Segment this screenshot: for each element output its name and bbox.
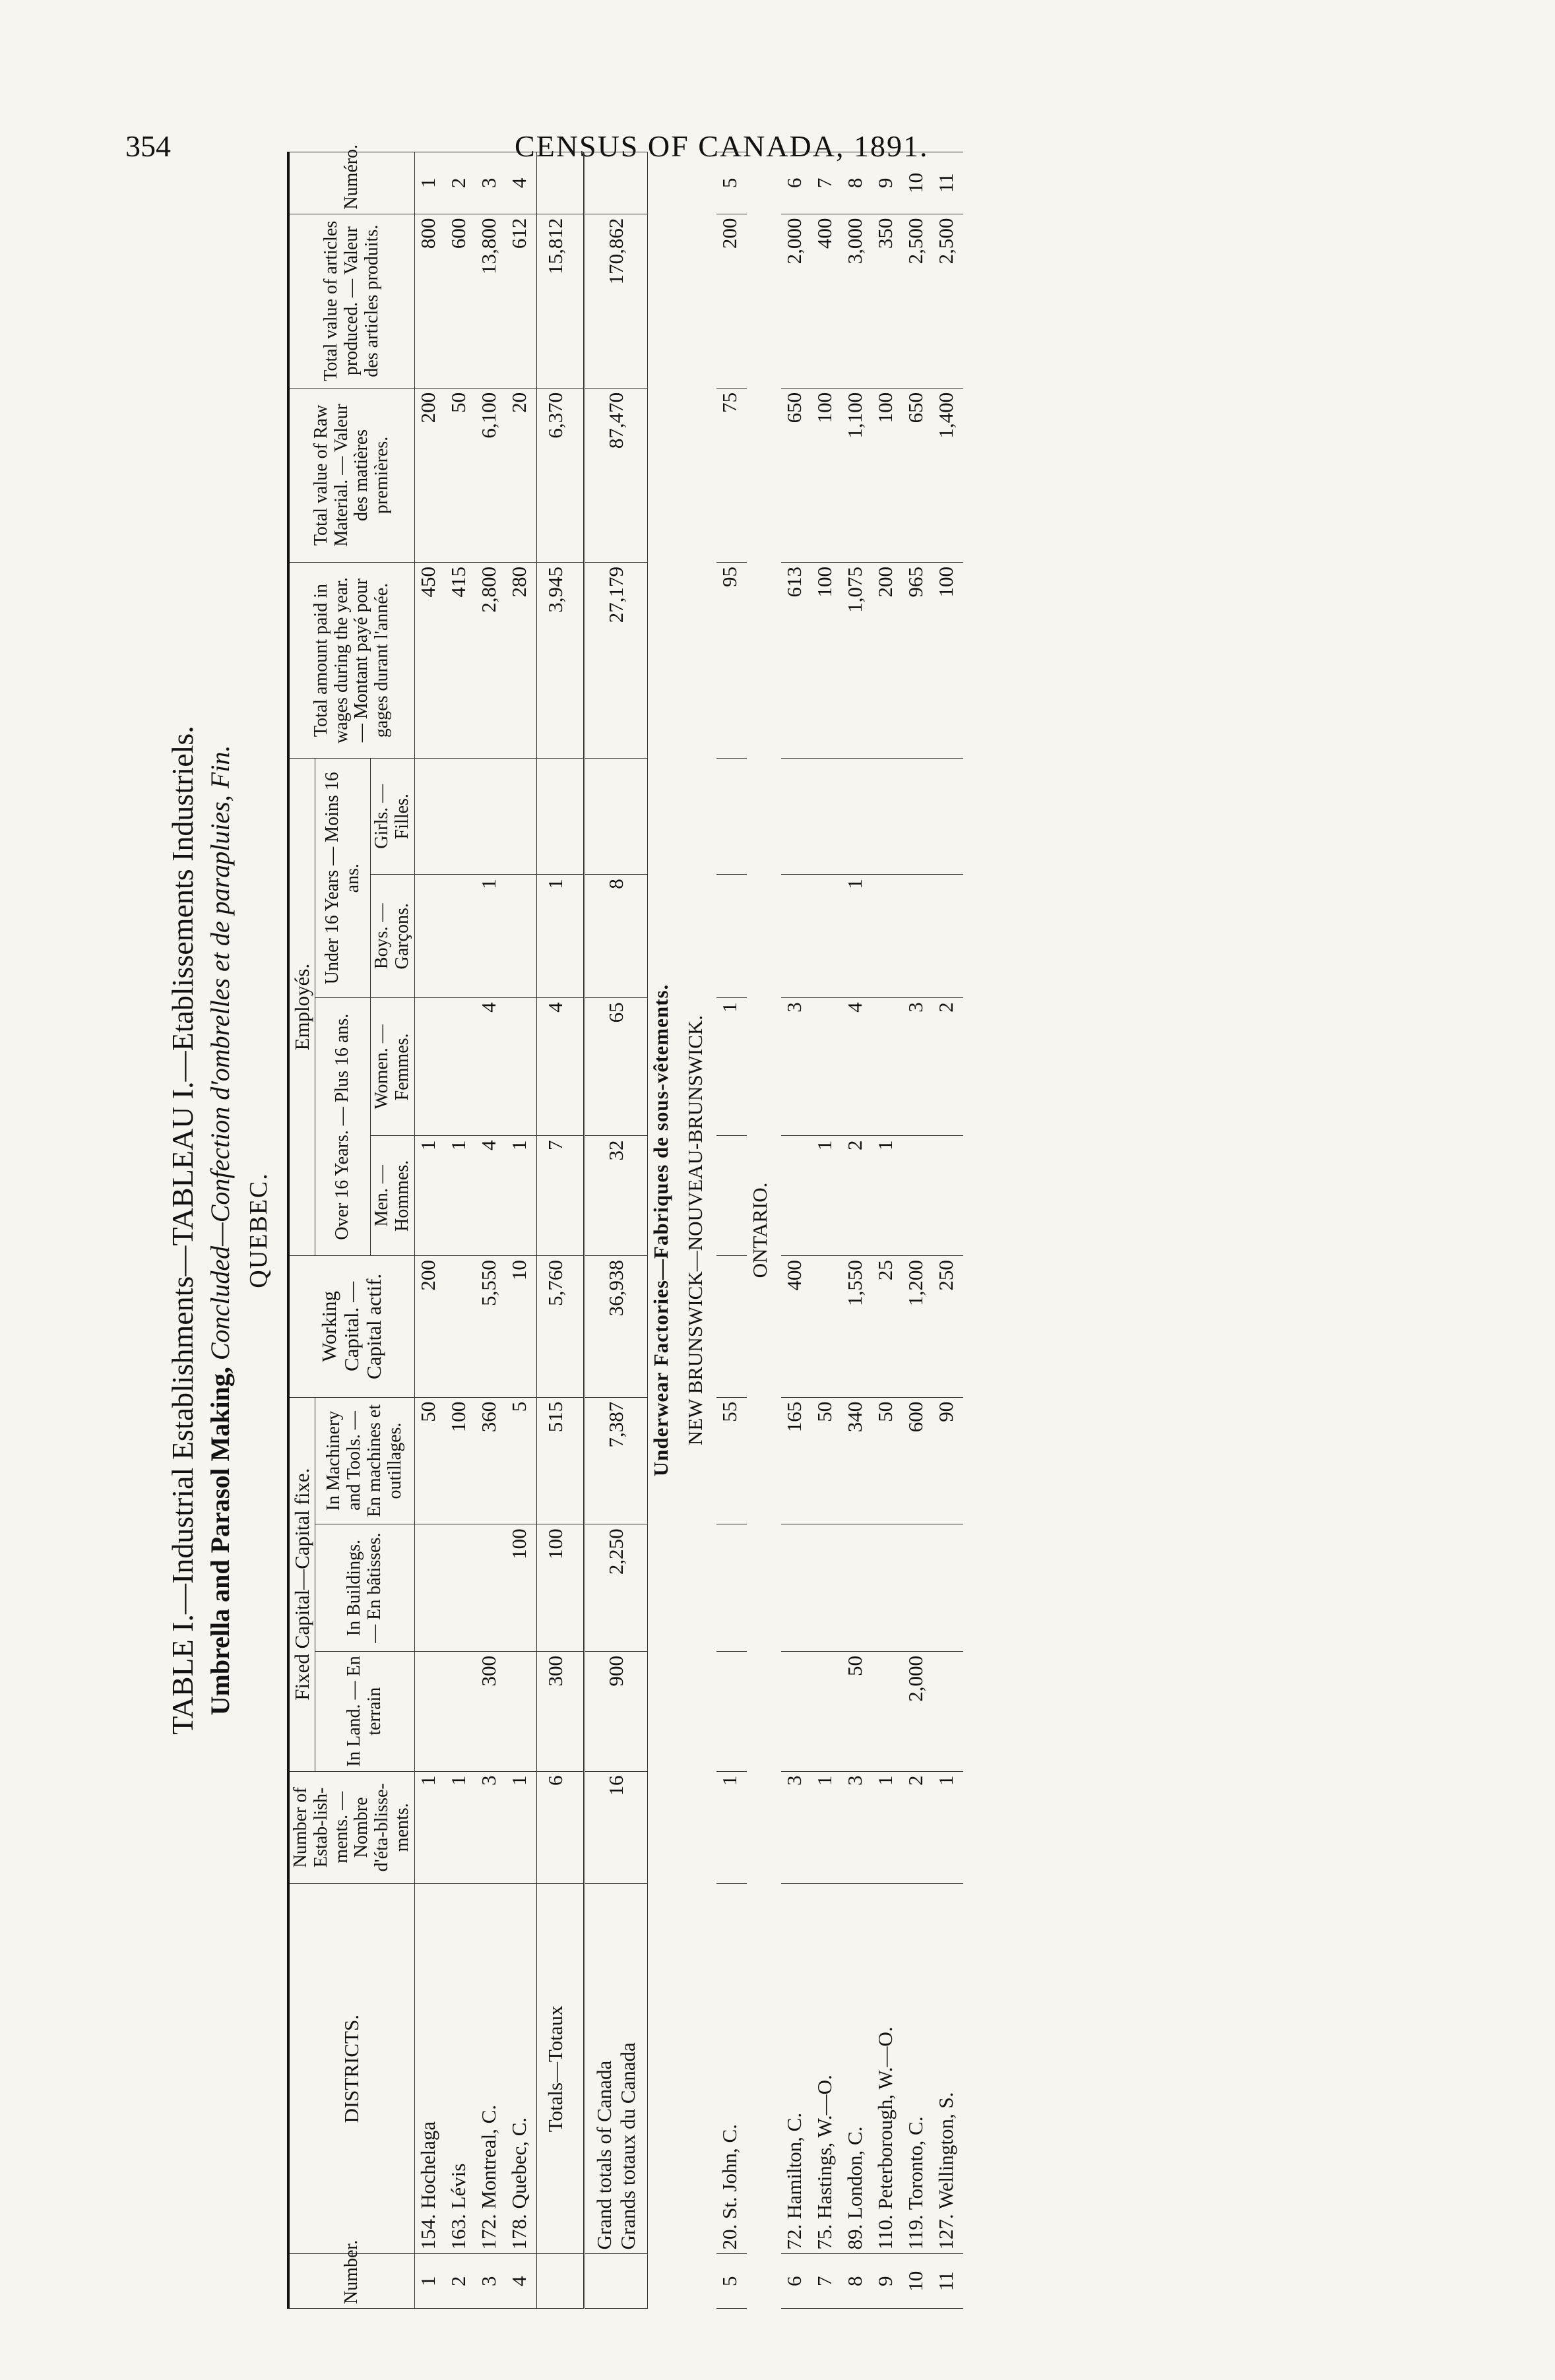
row-numero: 9 (872, 152, 903, 214)
header-employes: Employés. (288, 759, 315, 1256)
women-cell (872, 998, 903, 1136)
raw-cell: 650 (781, 388, 811, 562)
boys-cell (903, 875, 933, 998)
boys-cell (781, 875, 811, 998)
grand-totals-row (584, 152, 647, 2309)
boys-cell (414, 875, 445, 998)
land-cell: 2,000 (903, 1651, 933, 1771)
table-row (445, 152, 476, 2309)
land-cell (933, 1651, 963, 1771)
machinery-cell: 50 (414, 1397, 445, 1524)
men-cell: 1 (811, 1136, 842, 1256)
raw-cell: 1,100 (842, 388, 872, 562)
wages-cell: 280 (506, 562, 537, 758)
header-districts: DISTRICTS. (288, 1884, 414, 2254)
girls-cell (933, 759, 963, 875)
boys-cell (872, 875, 903, 998)
row-numero: 5 (716, 152, 747, 214)
working-cell: 400 (781, 1256, 811, 1398)
machinery-cell: 5 (506, 1397, 537, 1524)
produced-cell: 200 (716, 214, 747, 388)
header-establishments: Number of Estab-lish-ments. — Nombre d'éta-blisse-ments. (288, 1771, 414, 1884)
women-cell: 4 (476, 998, 506, 1136)
totals-label: Totals—Totaux (536, 1884, 584, 2254)
produced-cell: 600 (445, 214, 476, 388)
working-cell (716, 1256, 747, 1398)
working-cell: 200 (414, 1256, 445, 1398)
wages-cell: 965 (903, 562, 933, 758)
girls-cell (536, 759, 584, 875)
header-over-16: Over 16 Years. — Plus 16 ans. (315, 998, 371, 1256)
wages-cell: 1,075 (842, 562, 872, 758)
grand-totals-label-en: Grand totals of Canada (592, 2060, 616, 2250)
raw-cell: 650 (903, 388, 933, 562)
header-in-buildings: In Buildings. — En bâtisses. (315, 1524, 415, 1652)
buildings-cell (811, 1524, 842, 1652)
buildings-cell (872, 1524, 903, 1652)
table-caption: TABLE I.—Industrial Establishments—TABLEAU I.—Etablissements Industriels. (166, 726, 199, 1735)
produced-cell: 2,500 (903, 214, 933, 388)
row-numero: 11 (933, 152, 963, 214)
girls-cell (903, 759, 933, 875)
establishments-cell: 3 (476, 1771, 506, 1884)
grand-totals-label-fr: Grands totaux du Canada (616, 2042, 639, 2250)
produced-cell: 15,812 (536, 214, 584, 388)
machinery-cell: 7,387 (584, 1397, 647, 1524)
machinery-cell: 50 (872, 1397, 903, 1524)
table-row (842, 152, 872, 2309)
running-title: CENSUS OF CANADA, 1891. (515, 129, 929, 163)
girls-cell (506, 759, 537, 875)
table-row (716, 152, 747, 2309)
raw-cell: 100 (872, 388, 903, 562)
ontario-heading: ONTARIO. (747, 1182, 771, 1278)
establishments-cell: 16 (584, 1771, 647, 1884)
machinery-cell: 165 (781, 1397, 811, 1524)
wages-cell: 2,800 (476, 562, 506, 758)
district-name: 172. Montreal, C. (476, 1884, 506, 2254)
header-produced: Total value of articles produced. — Valeur des articles produits. (288, 214, 414, 388)
women-cell (445, 998, 476, 1136)
girls-cell (584, 759, 647, 875)
subcaption-end: Fin. (205, 745, 235, 789)
land-cell: 50 (842, 1651, 872, 1771)
section-heading-row (747, 152, 781, 2309)
district-name: 163. Lévis (445, 1884, 476, 2254)
girls-cell (716, 759, 747, 875)
header-men: Men. — Hommes. (371, 1136, 415, 1256)
wages-cell: 27,179 (584, 562, 647, 758)
land-cell (781, 1651, 811, 1771)
boys-cell: 1 (476, 875, 506, 998)
land-cell (414, 1651, 445, 1771)
men-cell: 32 (584, 1136, 647, 1256)
wages-cell: 100 (933, 562, 963, 758)
header-raw-material: Total value of Raw Material. — Valeur des matières premières. (288, 388, 414, 562)
raw-cell: 50 (445, 388, 476, 562)
section-heading-row (682, 152, 716, 2309)
boys-cell: 8 (584, 875, 647, 998)
buildings-cell (476, 1524, 506, 1652)
women-cell: 65 (584, 998, 647, 1136)
district-name: 178. Quebec, C. (506, 1884, 537, 2254)
boys-cell (811, 875, 842, 998)
table-row (476, 152, 506, 2309)
row-numero: 7 (811, 152, 842, 214)
working-cell: 25 (872, 1256, 903, 1398)
machinery-cell: 100 (445, 1397, 476, 1524)
men-cell: 1 (506, 1136, 537, 1256)
establishments-cell: 1 (716, 1771, 747, 1884)
table-row (506, 152, 537, 2309)
raw-cell: 6,370 (536, 388, 584, 562)
men-cell: 4 (476, 1136, 506, 1256)
produced-cell: 350 (872, 214, 903, 388)
establishments-cell: 6 (536, 1771, 584, 1884)
machinery-cell: 50 (811, 1397, 842, 1524)
boys-cell: 1 (536, 875, 584, 998)
establishments-cell: 3 (842, 1771, 872, 1884)
produced-cell: 2,500 (933, 214, 963, 388)
table-row (933, 152, 963, 2309)
establishments-cell: 1 (414, 1771, 445, 1884)
row-number: 4 (506, 2254, 537, 2309)
header-wages: Total amount paid in wages during the year. — Montant payé pour gages durant l'année. (288, 562, 414, 758)
men-cell: 1 (414, 1136, 445, 1256)
machinery-cell: 360 (476, 1397, 506, 1524)
subcaption-italic: Concluded—Confection d'ombrelles et de parapluies, (205, 795, 235, 1361)
machinery-cell: 90 (933, 1397, 963, 1524)
row-numero: 1 (414, 152, 445, 214)
page-number: 354 (125, 129, 171, 163)
girls-cell (842, 759, 872, 875)
raw-cell: 20 (506, 388, 537, 562)
raw-cell: 75 (716, 388, 747, 562)
wages-cell: 613 (781, 562, 811, 758)
establishments-cell: 1 (445, 1771, 476, 1884)
wages-cell: 450 (414, 562, 445, 758)
buildings-cell: 100 (506, 1524, 537, 1652)
boys-cell (506, 875, 537, 998)
girls-cell (445, 759, 476, 875)
row-number: 11 (933, 2254, 963, 2309)
row-number: 7 (811, 2254, 842, 2309)
establishments-cell: 2 (903, 1771, 933, 1884)
buildings-cell (445, 1524, 476, 1652)
working-cell: 1,200 (903, 1256, 933, 1398)
men-cell: 1 (445, 1136, 476, 1256)
land-cell (811, 1651, 842, 1771)
row-numero: 10 (903, 152, 933, 214)
land-cell (445, 1651, 476, 1771)
produced-cell: 3,000 (842, 214, 872, 388)
totals-row (536, 152, 584, 2309)
row-number: 9 (872, 2254, 903, 2309)
buildings-cell (903, 1524, 933, 1652)
men-cell: 1 (872, 1136, 903, 1256)
table-row (414, 152, 445, 2309)
row-number: 1 (414, 2254, 445, 2309)
header-boys: Boys. — Garçons. (371, 875, 415, 998)
establishments-cell: 1 (506, 1771, 537, 1884)
buildings-cell (933, 1524, 963, 1652)
raw-cell: 6,100 (476, 388, 506, 562)
raw-cell: 87,470 (584, 388, 647, 562)
working-cell: 250 (933, 1256, 963, 1398)
women-cell: 4 (536, 998, 584, 1136)
table-row (903, 152, 933, 2309)
wages-cell: 95 (716, 562, 747, 758)
men-cell: 7 (536, 1136, 584, 1256)
boys-cell: 1 (842, 875, 872, 998)
boys-cell (716, 875, 747, 998)
land-cell: 900 (584, 1651, 647, 1771)
buildings-cell (842, 1524, 872, 1652)
row-numero: 2 (445, 152, 476, 214)
girls-cell (781, 759, 811, 875)
district-name: 89. London, C. (842, 1884, 872, 2254)
raw-cell: 200 (414, 388, 445, 562)
row-number: 10 (903, 2254, 933, 2309)
grand-totals-label (584, 1884, 647, 2254)
land-cell: 300 (476, 1651, 506, 1771)
working-cell: 1,550 (842, 1256, 872, 1398)
women-cell (811, 998, 842, 1136)
buildings-cell: 100 (536, 1524, 584, 1652)
buildings-cell (414, 1524, 445, 1652)
header-women: Women. — Femmes. (371, 998, 415, 1136)
men-cell (903, 1136, 933, 1256)
district-name: 20. St. John, C. (716, 1884, 747, 2254)
men-cell (933, 1136, 963, 1256)
row-number: 5 (716, 2254, 747, 2309)
district-name: 127. Wellington, S. (933, 1884, 963, 2254)
produced-cell: 800 (414, 214, 445, 388)
row-number: 3 (476, 2254, 506, 2309)
machinery-cell: 515 (536, 1397, 584, 1524)
produced-cell: 2,000 (781, 214, 811, 388)
boys-cell (933, 875, 963, 998)
boys-cell (445, 875, 476, 998)
women-cell: 3 (903, 998, 933, 1136)
district-name: 154. Hochelaga (414, 1884, 445, 2254)
header-under-16: Under 16 Years — Moins 16 ans. (315, 759, 371, 998)
row-number: 8 (842, 2254, 872, 2309)
row-numero: 4 (506, 152, 537, 214)
produced-cell: 612 (506, 214, 537, 388)
establishments-cell: 1 (811, 1771, 842, 1884)
table-row (872, 152, 903, 2309)
girls-cell (872, 759, 903, 875)
produced-cell: 170,862 (584, 214, 647, 388)
row-numero: 8 (842, 152, 872, 214)
table-subcaption (205, 152, 236, 2309)
women-cell (506, 998, 537, 1136)
wages-cell: 200 (872, 562, 903, 758)
subcaption-bold: Umbrella and Parasol Making, (205, 1367, 235, 1716)
buildings-cell: 2,250 (584, 1524, 647, 1652)
header-girls: Girls. — Filles. (371, 759, 415, 875)
header-fixed-capital: Fixed Capital—Capital fixe. (288, 1397, 315, 1771)
working-cell: 5,550 (476, 1256, 506, 1398)
produced-cell: 400 (811, 214, 842, 388)
working-cell: 10 (506, 1256, 537, 1398)
establishments-cell: 3 (781, 1771, 811, 1884)
province-heading: QUEBEC. (245, 1172, 272, 1288)
establishments-cell: 1 (872, 1771, 903, 1884)
raw-cell: 100 (811, 388, 842, 562)
working-cell (445, 1256, 476, 1398)
produced-cell: 13,800 (476, 214, 506, 388)
table-row (781, 152, 811, 2309)
machinery-cell: 340 (842, 1397, 872, 1524)
buildings-cell (716, 1524, 747, 1652)
row-numero: 3 (476, 152, 506, 214)
machinery-cell: 600 (903, 1397, 933, 1524)
land-cell (716, 1651, 747, 1771)
district-name: 110. Peterborough, W.—O. (872, 1884, 903, 2254)
machinery-cell: 55 (716, 1397, 747, 1524)
table-row (811, 152, 842, 2309)
working-cell: 36,938 (584, 1256, 647, 1398)
girls-cell (476, 759, 506, 875)
land-cell (872, 1651, 903, 1771)
men-cell: 2 (842, 1136, 872, 1256)
wages-cell: 100 (811, 562, 842, 758)
header-working-capital: Working Capital. — Capital actif. (288, 1256, 414, 1398)
men-cell (781, 1136, 811, 1256)
wages-cell: 415 (445, 562, 476, 758)
girls-cell (414, 759, 445, 875)
wages-cell: 3,945 (536, 562, 584, 758)
row-numero: 6 (781, 152, 811, 214)
women-cell: 1 (716, 998, 747, 1136)
district-name: 72. Hamilton, C. (781, 1884, 811, 2254)
raw-cell: 1,400 (933, 388, 963, 562)
row-number: 6 (781, 2254, 811, 2309)
row-number: 2 (445, 2254, 476, 2309)
women-cell: 3 (781, 998, 811, 1136)
district-name: 119. Toronto, C. (903, 1884, 933, 2254)
working-cell (811, 1256, 842, 1398)
women-cell: 2 (933, 998, 963, 1136)
girls-cell (811, 759, 842, 875)
section-heading-row (647, 152, 682, 2309)
header-numero: Numéro. (288, 152, 414, 214)
women-cell (414, 998, 445, 1136)
land-cell (506, 1651, 537, 1771)
header-number: Number. (288, 2254, 414, 2309)
underwear-section-title: Underwear Factories—Fabriques de sous-vêtements. (649, 984, 672, 1477)
establishments-cell: 1 (933, 1771, 963, 1884)
land-cell: 300 (536, 1651, 584, 1771)
new-brunswick-heading: NEW BRUNSWICK—NOUVEAU-BRUNSWICK. (683, 1015, 707, 1446)
district-name: 75. Hastings, W.—O. (811, 1884, 842, 2254)
header-in-land: In Land. — En terrain (315, 1651, 415, 1771)
header-in-machinery: In Machinery and Tools. — En machines et outillages. (315, 1397, 415, 1524)
men-cell (716, 1136, 747, 1256)
working-cell: 5,760 (536, 1256, 584, 1398)
women-cell: 4 (842, 998, 872, 1136)
buildings-cell (781, 1524, 811, 1652)
